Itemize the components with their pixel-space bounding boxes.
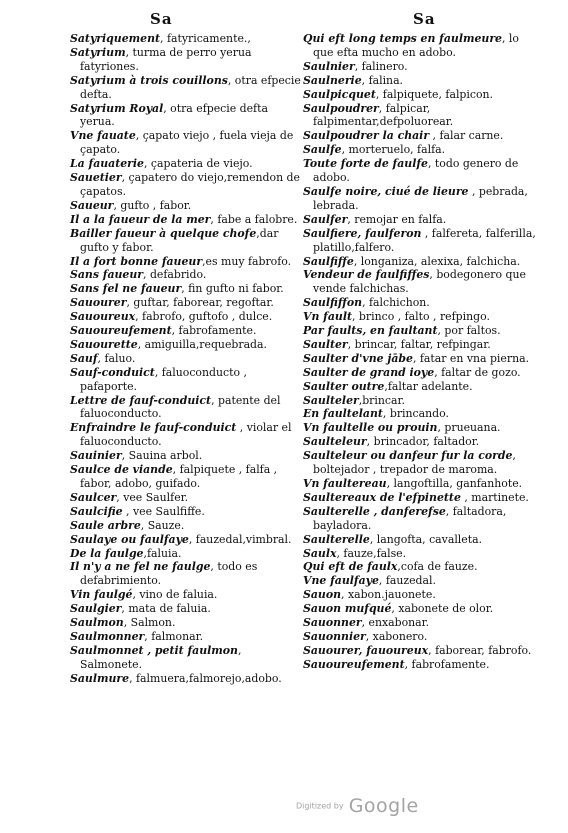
digitized-by-text: Digitized by bbox=[296, 801, 344, 811]
definition: , bodegonero que vende falchichas. bbox=[313, 268, 526, 296]
headword: Saulter bbox=[303, 337, 348, 351]
dictionary-entry bbox=[70, 74, 302, 102]
definition: , por faltos. bbox=[437, 324, 501, 338]
headword: Saulfiffe bbox=[303, 254, 354, 268]
dictionary-entry bbox=[303, 505, 539, 533]
headword: Satyrium Royal bbox=[70, 101, 164, 115]
headword: Qui eft long temps en faulmeure bbox=[303, 32, 502, 45]
headword: Sauourer, fauoureux bbox=[303, 643, 429, 657]
dictionary-entry bbox=[303, 324, 539, 338]
headword: Par faults, en faultant bbox=[303, 324, 438, 338]
dictionary-entry bbox=[303, 477, 539, 491]
headword: Satyrium bbox=[70, 45, 126, 59]
dictionary-entry bbox=[303, 630, 539, 644]
definition: , Sauze. bbox=[140, 518, 185, 532]
definition: , fabrofamente. bbox=[404, 657, 490, 671]
headword: Sauourette bbox=[70, 337, 138, 351]
definition: , faltar de gozo. bbox=[434, 365, 521, 379]
dictionary-entry bbox=[303, 421, 539, 435]
definition: , falfereta, falferilla, platillo,falfero. bbox=[313, 226, 536, 254]
headword: Lettre de fauf-conduict bbox=[70, 393, 212, 407]
dictionary-entry bbox=[303, 213, 539, 227]
dictionary-entry bbox=[303, 60, 539, 74]
dictionary-entry bbox=[303, 588, 539, 602]
headword: Saulpoudrer la chair bbox=[303, 129, 430, 143]
headword: Sans faueur bbox=[70, 268, 144, 282]
dictionary-entry bbox=[303, 32, 539, 60]
dictionary-entry bbox=[70, 102, 302, 130]
definition: , falinero. bbox=[354, 59, 408, 73]
definition: , mata de faluia. bbox=[121, 602, 211, 616]
headword: Saulnier bbox=[303, 59, 355, 73]
dictionary-entry bbox=[70, 157, 302, 171]
definition: ,es muy fabrofo. bbox=[202, 254, 292, 268]
dictionary-entry bbox=[70, 588, 302, 602]
definition: , xabon.jauonete. bbox=[341, 588, 436, 602]
dictionary-entry bbox=[303, 366, 539, 380]
dictionary-entry bbox=[70, 46, 302, 74]
running-head-right: Sa bbox=[413, 10, 436, 28]
definition: , Salmonete. bbox=[80, 643, 242, 671]
dictionary-entry bbox=[70, 310, 302, 324]
dictionary-entry bbox=[70, 421, 302, 449]
headword: Saulcer bbox=[70, 490, 117, 504]
dictionary-entry bbox=[70, 324, 302, 338]
definition: , falmuera,falmorejo,adobo. bbox=[129, 671, 282, 685]
dictionary-entry bbox=[303, 380, 539, 394]
definition: , remojar en falfa. bbox=[347, 212, 447, 226]
dictionary-entry bbox=[303, 644, 539, 658]
definition: , vino de faluia. bbox=[132, 588, 218, 602]
dictionary-entry bbox=[70, 394, 302, 422]
definition: , brincar, faltar, refpingar. bbox=[347, 337, 491, 351]
headword: Vn fault bbox=[303, 310, 352, 324]
google-logo: Google bbox=[348, 795, 419, 817]
headword: Saulpicquet bbox=[303, 87, 376, 101]
headword: Il a la faueur de la mer bbox=[70, 212, 211, 226]
right-column bbox=[303, 32, 539, 672]
headword: Satyriquement bbox=[70, 32, 161, 45]
definition: , fatar en vna pierna. bbox=[412, 351, 530, 365]
definition: , fabrofamente. bbox=[171, 324, 257, 338]
dictionary-entry bbox=[303, 533, 539, 547]
headword: Satyrium à trois couillons bbox=[70, 73, 228, 87]
definition: , prueuana. bbox=[437, 421, 501, 435]
dictionary-entry bbox=[70, 255, 302, 269]
headword: Saulce de viande bbox=[70, 463, 173, 477]
definition: , martinete. bbox=[460, 490, 529, 504]
headword: Sauon bbox=[303, 588, 342, 602]
headword: Vendeur de faulfiffes bbox=[303, 268, 430, 282]
definition: ,faltar adelante. bbox=[384, 379, 473, 393]
headword: Saulaye ou faulfaye bbox=[70, 532, 189, 546]
dictionary-entry bbox=[303, 338, 539, 352]
dictionary-entry bbox=[70, 338, 302, 352]
headword: Saulmon bbox=[70, 616, 124, 630]
headword: Saulter d'vne jābe bbox=[303, 351, 413, 365]
dictionary-entry bbox=[303, 185, 539, 213]
headword: Saulteler bbox=[303, 393, 359, 407]
headword: Vne faulfaye bbox=[303, 574, 379, 588]
dictionary-entry bbox=[303, 227, 539, 255]
dictionary-entry bbox=[70, 268, 302, 282]
definition: , fauzedal,vimbral. bbox=[188, 532, 292, 546]
definition: , faluoconducto , pafaporte. bbox=[80, 365, 247, 393]
headword: Saulterelle bbox=[303, 532, 370, 546]
definition: , boltejador , trepador de maroma. bbox=[313, 449, 516, 477]
dictionary-entry bbox=[303, 658, 539, 672]
dictionary-entry bbox=[303, 268, 539, 296]
definition: , todo genero de adobo. bbox=[313, 157, 519, 185]
definition: , gufto , fabor. bbox=[113, 198, 192, 212]
dictionary-entry bbox=[70, 672, 302, 686]
definition: , fabe a falobre. bbox=[210, 212, 298, 226]
definition: , falchichon. bbox=[362, 296, 430, 310]
definition: , falpiquete , falfa , fabor, adobo, guifado. bbox=[80, 463, 278, 490]
definition: , langofta, cavalleta. bbox=[369, 532, 483, 546]
definition: , fauze,false. bbox=[336, 546, 407, 560]
dictionary-entry bbox=[70, 533, 302, 547]
dictionary-entry bbox=[70, 199, 302, 213]
headword: Saulx bbox=[303, 546, 337, 560]
headword: Vin faulgé bbox=[70, 588, 133, 602]
headword: Saule arbre bbox=[70, 518, 141, 532]
headword: Il n'y a ne fel ne faulge bbox=[70, 560, 211, 574]
dictionary-entry bbox=[303, 352, 539, 366]
dictionary-entry bbox=[70, 505, 302, 519]
definition: , enxabonar. bbox=[361, 616, 430, 630]
definition: ,cofa de fauze. bbox=[397, 560, 478, 574]
headword: Sauf-conduict bbox=[70, 365, 155, 379]
headword: Sans fel ne faueur bbox=[70, 282, 182, 296]
headword: Saulfe noire, ciué de lieure bbox=[303, 184, 469, 198]
dictionary-entry bbox=[70, 227, 302, 255]
dictionary-entry bbox=[70, 616, 302, 630]
definition: , langoftilla, ganfanhote. bbox=[386, 477, 523, 490]
headword: Sauourer bbox=[70, 296, 127, 310]
dictionary-entry bbox=[303, 491, 539, 505]
headword: Saulpoudrer bbox=[303, 101, 379, 115]
headword: Il a fort bonne faueur bbox=[70, 254, 203, 268]
headword: Saulfiffon bbox=[303, 296, 363, 310]
definition: , falina. bbox=[361, 73, 404, 87]
definition: , otra efpecie defta yerua. bbox=[80, 101, 268, 129]
definition: , fin gufto ni fabor. bbox=[181, 282, 284, 296]
definition: , fatyricamente., bbox=[160, 32, 251, 45]
headword: Saulmonnet , petit faulmon bbox=[70, 643, 238, 657]
headword: Sauinier bbox=[70, 449, 122, 463]
dictionary-entry bbox=[70, 366, 302, 394]
headword: Saulnerie bbox=[303, 73, 362, 87]
dictionary-entry bbox=[70, 463, 302, 491]
definition: , otra efpecie defta. bbox=[80, 73, 301, 101]
definition: , brincador, faltador. bbox=[366, 435, 480, 449]
headword: Toute forte de faulfe bbox=[303, 157, 428, 171]
headword: Saulfer bbox=[303, 212, 348, 226]
dictionary-entry bbox=[303, 602, 539, 616]
dictionary-entry bbox=[303, 296, 539, 310]
definition: , çapateria de viejo. bbox=[144, 157, 253, 171]
headword: Saueur bbox=[70, 198, 114, 212]
definition: , fauzedal. bbox=[378, 574, 436, 588]
definition: , xabonero. bbox=[365, 629, 428, 643]
definition: , pebrada, lebrada. bbox=[313, 184, 528, 212]
definition: ,faluia. bbox=[143, 546, 182, 560]
headword: Saulterelle , danferefse bbox=[303, 504, 446, 518]
headword: Saultereaux de l'efpinette bbox=[303, 490, 461, 504]
definition: , faborear, fabrofo. bbox=[428, 643, 532, 657]
headword: Vn faultereau bbox=[303, 477, 387, 490]
dictionary-entry bbox=[303, 74, 539, 88]
dictionary-entry bbox=[70, 449, 302, 463]
definition: , çapato viejo , fuela vieja de çapato. bbox=[80, 129, 294, 157]
headword: Sauoureufement bbox=[70, 324, 172, 338]
dictionary-entry bbox=[70, 560, 302, 588]
headword: Qui eft de faulx bbox=[303, 560, 398, 574]
headword: Sauonner bbox=[303, 616, 362, 630]
headword: Vn faultelle ou prouin bbox=[303, 421, 438, 435]
definition: , faluo. bbox=[97, 351, 136, 365]
definition: , xabonete de olor. bbox=[391, 602, 494, 616]
dictionary-entry bbox=[70, 644, 302, 672]
headword: Saulfe bbox=[303, 143, 342, 157]
dictionary-entry bbox=[303, 547, 539, 561]
dictionary-entry bbox=[303, 560, 539, 574]
definition: , falpiquete, falpicon. bbox=[375, 87, 494, 101]
dictionary-entry bbox=[303, 435, 539, 449]
definition: , amiguilla,requebrada. bbox=[137, 337, 267, 351]
dictionary-entry bbox=[303, 88, 539, 102]
definition: , falar carne. bbox=[429, 129, 504, 143]
headword: Saulgier bbox=[70, 602, 122, 616]
dictionary-entry bbox=[70, 491, 302, 505]
dictionary-entry bbox=[303, 616, 539, 630]
headword: Sauoureux bbox=[70, 310, 136, 324]
dictionary-entry bbox=[303, 310, 539, 324]
headword: Sauon mufqué bbox=[303, 602, 392, 616]
definition: , falmonar. bbox=[144, 629, 204, 643]
headword: Vne fauate bbox=[70, 129, 136, 143]
headword: Sauoureufement bbox=[303, 657, 405, 671]
dictionary-entry bbox=[70, 519, 302, 533]
definition: , longaniza, alexixa, falchicha. bbox=[353, 254, 521, 268]
definition: , brincando. bbox=[382, 407, 449, 421]
headword: Saulteleur bbox=[303, 435, 367, 449]
dictionary-entry bbox=[70, 296, 302, 310]
headword: Sauf bbox=[70, 351, 98, 365]
definition: , brinco , falto , refpingo. bbox=[352, 310, 490, 324]
dictionary-entry bbox=[70, 630, 302, 644]
definition: , todo es defabrimiento. bbox=[80, 560, 258, 588]
headword: Saulter de grand ioye bbox=[303, 365, 435, 379]
dictionary-entry bbox=[303, 449, 539, 477]
definition: , violar el faluoconducto. bbox=[80, 421, 292, 449]
headword: Saulmonner bbox=[70, 629, 145, 643]
dictionary-entry bbox=[303, 129, 539, 143]
headword: Sauetier bbox=[70, 171, 122, 185]
headword: Sauonnier bbox=[303, 629, 366, 643]
dictionary-entry bbox=[70, 129, 302, 157]
headword: De la faulge bbox=[70, 546, 144, 560]
definition: , çapatero do viejo,remendon de çapatos. bbox=[80, 171, 300, 198]
definition: , falpicar, falpimentar,defpoluorear. bbox=[313, 101, 454, 129]
running-head-left: Sa bbox=[150, 10, 173, 28]
definition: , lo que efta mucho en adobo. bbox=[313, 32, 519, 59]
definition: ,dar gufto y fabor. bbox=[80, 226, 279, 254]
definition: , vee Saulfer. bbox=[116, 490, 189, 504]
definition: , faltadora, bayladora. bbox=[313, 504, 507, 532]
definition: , patente del faluoconducto. bbox=[80, 393, 281, 421]
dictionary-entry bbox=[70, 213, 302, 227]
headword: Saulcifie bbox=[70, 504, 123, 518]
definition: , Salmon. bbox=[123, 616, 176, 630]
headword: En faultelant bbox=[303, 407, 383, 421]
dictionary-entry bbox=[303, 157, 539, 185]
definition: ,brincar. bbox=[358, 393, 405, 407]
dictionary-entry bbox=[303, 407, 539, 421]
dictionary-entry bbox=[70, 171, 302, 199]
headword: Saulteleur ou danfeur fur la corde bbox=[303, 449, 513, 463]
headword: La fauaterie bbox=[70, 157, 144, 171]
dictionary-entry bbox=[70, 547, 302, 561]
headword: Saulmure bbox=[70, 671, 130, 685]
headword: Enfraindre le fauf-conduict bbox=[70, 421, 237, 435]
dictionary-entry bbox=[303, 102, 539, 130]
definition: , guftar, faborear, regoftar. bbox=[126, 296, 274, 310]
definition: , defabrido. bbox=[143, 268, 207, 282]
left-column bbox=[70, 32, 302, 686]
definition: , morteruelo, falfa. bbox=[341, 143, 446, 157]
dictionary-entry bbox=[70, 352, 302, 366]
headword: Saulfiere, faulferon bbox=[303, 226, 422, 240]
dictionary-entry bbox=[70, 32, 302, 46]
dictionary-entry bbox=[70, 282, 302, 296]
dictionary-entry bbox=[303, 143, 539, 157]
dictionary-entry bbox=[70, 602, 302, 616]
definition: , Sauina arbol. bbox=[121, 449, 203, 463]
headword: Saulter outre bbox=[303, 379, 385, 393]
dictionary-entry bbox=[303, 394, 539, 408]
headword: Bailler faueur à quelque chofe bbox=[70, 226, 257, 240]
definition: , turma de perro yerua fatyriones. bbox=[80, 45, 252, 73]
digitization-watermark bbox=[296, 795, 419, 817]
definition: , fabrofo, guftofo , dulce. bbox=[135, 310, 273, 324]
dictionary-entry bbox=[303, 574, 539, 588]
dictionary-entry bbox=[303, 255, 539, 269]
definition: , vee Saulfiffe. bbox=[122, 504, 205, 518]
